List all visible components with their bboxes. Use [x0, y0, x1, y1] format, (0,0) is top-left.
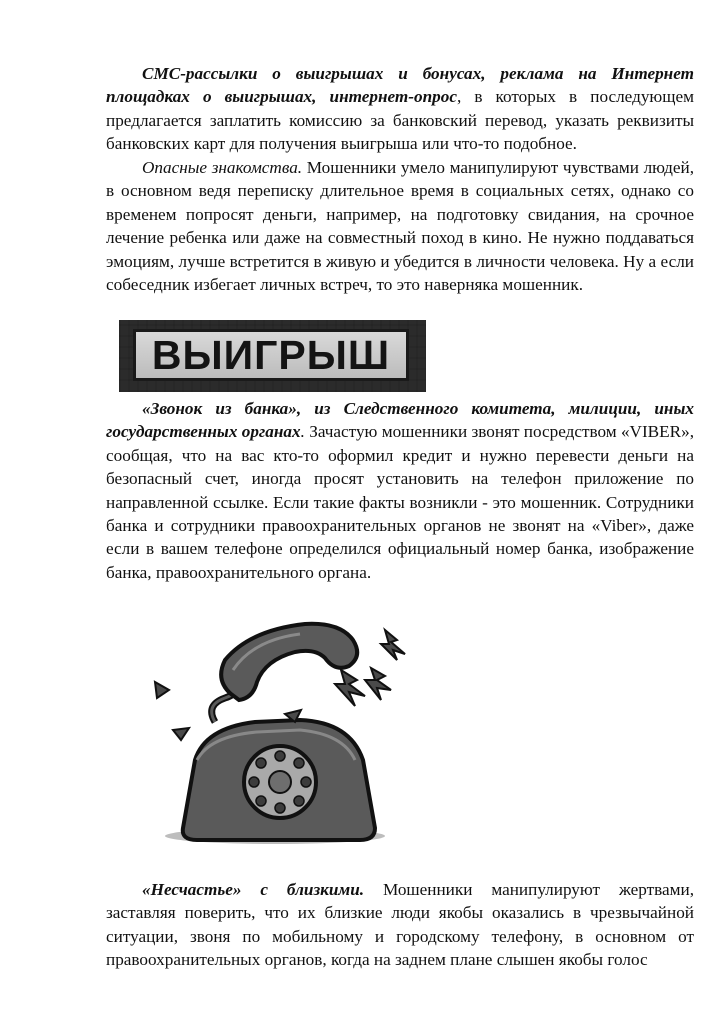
paragraph-text: Мошенники манипулируют жертвами, заставляя поверить, что их близкие люди якобы оказались в чрезвычайной ситуации, звоня по мобильному и городскому телефону, в основном от правоохранительных органов, когда на заднем плане слышен якобы голос: [106, 880, 694, 970]
phone-dial-center: [269, 771, 291, 793]
paragraph-lead: Опасные знакомства.: [142, 158, 303, 177]
paragraph-dangerous-acquaintances: [106, 156, 694, 296]
winning-banner-text: ВЫИГРЫШ: [151, 331, 391, 378]
paragraph-misfortune-relatives: [106, 878, 694, 972]
ringing-rotary-phone-icon: [135, 610, 465, 850]
paragraph-bank-call: [106, 397, 694, 584]
winning-banner: [119, 320, 426, 392]
paragraph-lead: СМС-рассылки о выигрышах и бонусах, реклама на Интернет площадках о выигрышах, интернет-опрос: [106, 64, 694, 107]
paragraph-text: Зачастую мошенники звонят посредством «VIBER», сообщая, что на вас кто-то оформил кредит и нужно перевести деньги на безопасный счет, иногда просят установить на телефон приложение по направленной ссылке. Если такие факты возникли - это мошенник. Сотрудники банка и сотрудники правоохранительных органов не звонят на «Viber», даже если в вашем телефоне определился официальный номер банка, изображение банка, правоохранительного органа.: [106, 422, 695, 582]
paragraph-sms-scams: [106, 62, 694, 156]
paragraph-text: Мошенники умело манипулируют чувствами людей, в основном ведя переписку длительное время в социальных сетях, однако со временем попросят деньги, например, на подготовку свидания, на срочное лечение ребенка или даже на совместный поход в кино. Не нужно поддаваться эмоциям, лучше встретится в живую и убедится в личности человека. Ну а если собеседник избегает личных встреч, то это наверняка мошенник.: [106, 158, 694, 295]
paragraph-lead-tail: .: [300, 422, 305, 442]
paragraph-text: , в которых в последующем предлагается заплатить комиссию за банковский перевод, указать реквизиты банковских карт для получения выигрыша или что-то подобное.: [106, 87, 694, 154]
winning-banner-plate: [133, 329, 409, 381]
paragraph-lead: «Несчастье» с близкими.: [142, 880, 365, 899]
paragraph-lead: «Звонок из банка», из Следственного комитета, милиции, иных государственных органах: [106, 399, 694, 442]
